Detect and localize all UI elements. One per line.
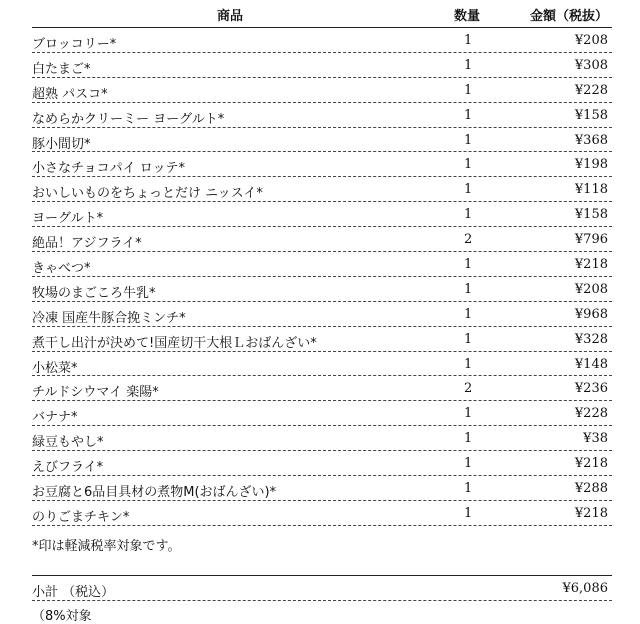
reduced-tax-note: *印は軽減税率対象です。: [32, 538, 181, 554]
item-name: 白たまご*: [32, 61, 91, 77]
item-price: ¥288: [574, 481, 608, 497]
item-quantity: 1: [464, 207, 473, 223]
item-price: ¥218: [574, 456, 608, 472]
table-row: [32, 252, 612, 277]
item-quantity: 1: [464, 331, 473, 347]
item-name: 小松菜*: [32, 360, 78, 376]
table-row: [32, 426, 612, 451]
item-quantity: 1: [464, 356, 473, 372]
item-price: ¥148: [574, 356, 608, 372]
item-name: のりごまチキン*: [32, 509, 130, 525]
item-name: お豆腐と6品目具材の煮物M(おばんざい)*: [32, 485, 277, 501]
item-name: チルドシウマイ 楽陽*: [32, 385, 159, 401]
item-price: ¥218: [574, 505, 608, 521]
table-row: [32, 376, 612, 401]
table-row: [32, 177, 612, 202]
item-name: 小さなチョコパイ ロッテ*: [32, 161, 185, 177]
item-name: 緑豆もやし*: [32, 435, 104, 451]
item-quantity: 1: [464, 157, 473, 173]
header-quantity: 数量: [454, 9, 481, 24]
item-name: おいしいものをちょっとだけ ニッスイ*: [32, 186, 263, 202]
item-name: 牧場のまごころ牛乳*: [32, 285, 156, 301]
table-row: [32, 227, 612, 252]
item-price: ¥198: [574, 157, 608, 173]
table-row: [32, 327, 612, 352]
item-quantity: 1: [464, 132, 473, 148]
item-price: ¥228: [574, 82, 608, 98]
item-quantity: 1: [464, 481, 473, 497]
item-name: バナナ*: [32, 410, 78, 426]
item-price: ¥368: [574, 132, 608, 148]
item-price: ¥208: [574, 33, 608, 48]
item-price: ¥208: [574, 281, 608, 297]
item-price: ¥158: [574, 107, 608, 123]
item-quantity: 1: [464, 281, 473, 297]
item-name: きゃべつ*: [32, 261, 91, 277]
item-name: 煮干し出汁が決めて!国産切干大根Ｌおばんざい*: [32, 335, 317, 351]
item-name: ブロッコリー*: [32, 37, 117, 52]
table-row: [32, 202, 612, 227]
item-quantity: 2: [464, 381, 473, 397]
subtotal-amount: ¥6,086: [562, 580, 608, 596]
item-price: ¥118: [574, 182, 608, 198]
table-row: [32, 128, 612, 153]
item-quantity: 1: [464, 107, 473, 123]
item-price: ¥158: [574, 207, 608, 223]
table-row: [32, 277, 612, 302]
receipt: [32, 0, 612, 624]
table-row: [32, 53, 612, 78]
subtotal-label: 小計 （税込）: [32, 584, 115, 600]
item-price: ¥308: [574, 57, 608, 73]
table-row: [32, 78, 612, 103]
item-name: なめらかクリーミー ヨーグルト*: [32, 111, 225, 127]
item-name: 絶品！アジフライ*: [32, 236, 142, 252]
tax-breakdown-line: [32, 601, 612, 624]
item-quantity: 2: [464, 232, 473, 248]
item-name: えびフライ*: [32, 460, 104, 476]
item-price: ¥236: [574, 381, 608, 397]
subtotal-row: [32, 575, 612, 601]
item-quantity: 1: [464, 57, 473, 73]
item-quantity: 1: [464, 505, 473, 521]
header-amount: 金額（税抜）: [529, 9, 608, 24]
item-price: ¥796: [574, 232, 608, 248]
table-row: [32, 103, 612, 128]
item-list: [32, 28, 612, 526]
table-row: [32, 352, 612, 377]
table-row: [32, 476, 612, 501]
item-name: 冷凍 国産牛豚合挽ミンチ*: [32, 310, 186, 326]
table-row: [32, 451, 612, 476]
item-quantity: 1: [464, 257, 473, 273]
item-quantity: 1: [464, 33, 473, 48]
header-item: 商品: [217, 9, 244, 24]
item-quantity: 1: [464, 406, 473, 422]
item-price: ¥968: [574, 306, 608, 322]
table-row: [32, 501, 612, 526]
item-quantity: 1: [464, 456, 473, 472]
item-price: ¥328: [574, 331, 608, 347]
item-quantity: 1: [464, 82, 473, 98]
table-row: [32, 302, 612, 327]
table-row: [32, 28, 612, 53]
item-quantity: 1: [464, 306, 473, 322]
item-name: 超熟 パスコ*: [32, 86, 108, 102]
item-quantity: 1: [464, 182, 473, 198]
table-row: [32, 152, 612, 177]
item-name: 豚小間切*: [32, 136, 91, 152]
item-price: ¥218: [574, 257, 608, 273]
item-quantity: 1: [464, 431, 473, 447]
item-price: ¥228: [574, 406, 608, 422]
item-price: ¥38: [583, 431, 608, 447]
tax-breakdown-label: （8%対象: [32, 608, 92, 624]
item-name: ヨーグルト*: [32, 211, 104, 227]
table-row: [32, 401, 612, 426]
table-header: [32, 0, 612, 28]
